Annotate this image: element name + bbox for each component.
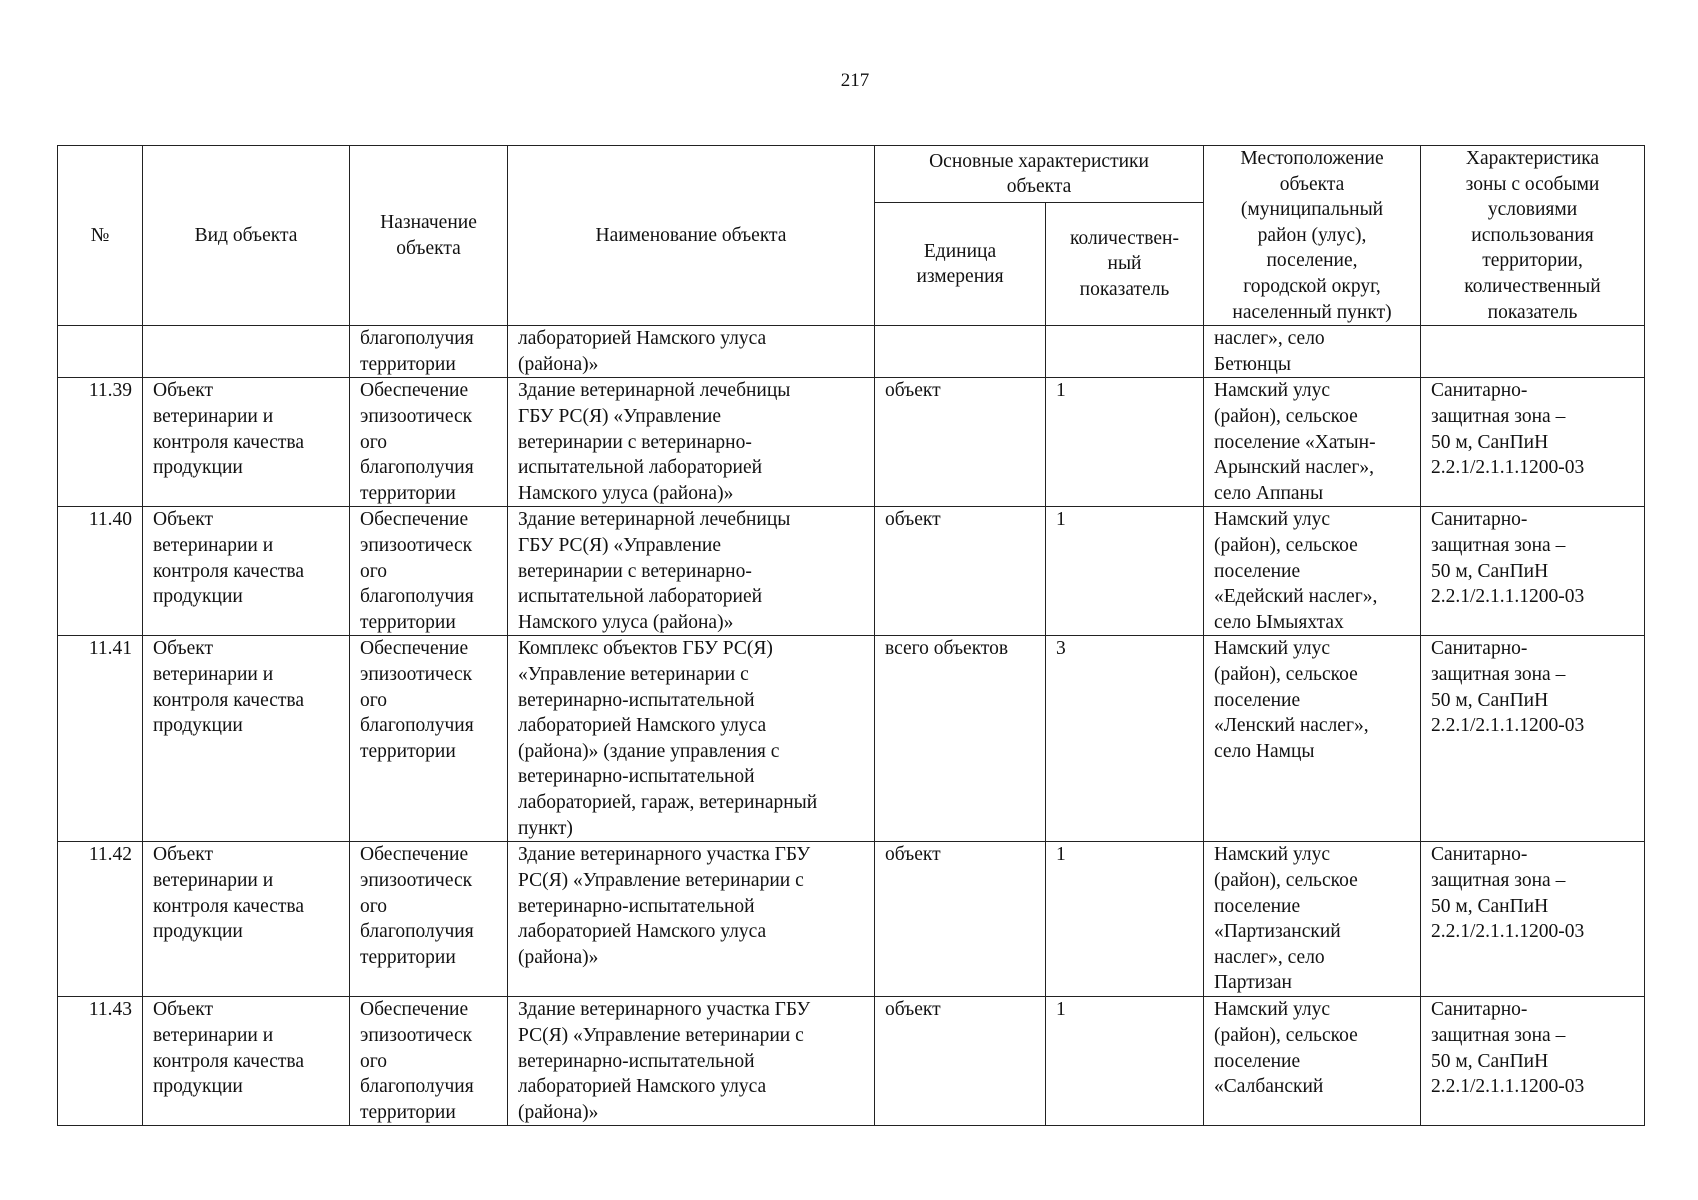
cell-num: 11.40 bbox=[58, 507, 143, 636]
table-body bbox=[58, 326, 1645, 1126]
cell-name: Здание ветеринарного участка ГБУ РС(Я) «Управление ветеринарии с ветеринарно-испытательной лабораторией Намского улуса (района)» bbox=[508, 997, 875, 1126]
table-row bbox=[58, 326, 1645, 378]
cell-name: Комплекс объектов ГБУ РС(Я) «Управление ветеринарии с ветеринарно-испытательной лабораторией Намского улуса (района)» (здание управления с ветеринарно-испытательной лабораторией, гараж, ветеринарный пункт) bbox=[508, 636, 875, 842]
cell-purpose: благополучия территории bbox=[350, 326, 508, 378]
cell-name: Здание ветеринарной лечебницы ГБУ РС(Я) «Управление ветеринарии с ветеринарно- испытательной лабораторией Намского улуса (района)» bbox=[508, 507, 875, 636]
cell-quantity: 1 bbox=[1046, 997, 1204, 1126]
cell-num: 11.39 bbox=[58, 378, 143, 507]
cell-kind: Объект ветеринарии и контроля качества продукции bbox=[143, 378, 350, 507]
cell-kind: Объект ветеринарии и контроля качества продукции bbox=[143, 997, 350, 1126]
cell-kind bbox=[143, 326, 350, 378]
header-main-characteristics: Основные характеристики объекта bbox=[875, 146, 1204, 203]
cell-kind: Объект ветеринарии и контроля качества продукции bbox=[143, 507, 350, 636]
header-zone: Характеристика зоны с особыми условиями использования территории, количественный показатель bbox=[1421, 146, 1645, 326]
cell-location: наслег», село Бетюнцы bbox=[1204, 326, 1421, 378]
cell-quantity: 1 bbox=[1046, 842, 1204, 997]
cell-unit: объект bbox=[875, 378, 1046, 507]
cell-quantity: 1 bbox=[1046, 507, 1204, 636]
cell-quantity bbox=[1046, 326, 1204, 378]
cell-location: Намский улус (район), сельское поселение «Едейский наслег», село Ымыяхтах bbox=[1204, 507, 1421, 636]
cell-quantity: 3 bbox=[1046, 636, 1204, 842]
cell-zone: Санитарно- защитная зона – 50 м, СанПиН 2.2.1/2.1.1.1200-03 bbox=[1421, 507, 1645, 636]
cell-unit: всего объектов bbox=[875, 636, 1046, 842]
cell-location: Намский улус (район), сельское поселение «Хатын- Арынский наслег», село Аппаны bbox=[1204, 378, 1421, 507]
cell-num: 11.42 bbox=[58, 842, 143, 997]
cell-zone: Санитарно- защитная зона – 50 м, СанПиН 2.2.1/2.1.1.1200-03 bbox=[1421, 378, 1645, 507]
table-row bbox=[58, 636, 1645, 842]
objects-table bbox=[57, 145, 1645, 1126]
cell-unit: объект bbox=[875, 507, 1046, 636]
header-kind: Вид объекта bbox=[143, 146, 350, 326]
header-purpose: Назначение объекта bbox=[350, 146, 508, 326]
cell-unit: объект bbox=[875, 842, 1046, 997]
header-num: № bbox=[58, 146, 143, 326]
cell-num: 11.41 bbox=[58, 636, 143, 842]
header-name: Наименование объекта bbox=[508, 146, 875, 326]
table-header bbox=[58, 146, 1645, 326]
cell-name: Здание ветеринарного участка ГБУ РС(Я) «Управление ветеринарии с ветеринарно-испытательной лабораторией Намского улуса (района)» bbox=[508, 842, 875, 997]
cell-zone: Санитарно- защитная зона – 50 м, СанПиН 2.2.1/2.1.1.1200-03 bbox=[1421, 997, 1645, 1126]
cell-quantity: 1 bbox=[1046, 378, 1204, 507]
cell-zone: Санитарно- защитная зона – 50 м, СанПиН 2.2.1/2.1.1.1200-03 bbox=[1421, 842, 1645, 997]
cell-zone bbox=[1421, 326, 1645, 378]
cell-zone: Санитарно- защитная зона – 50 м, СанПиН 2.2.1/2.1.1.1200-03 bbox=[1421, 636, 1645, 842]
page-number: 217 bbox=[840, 70, 870, 91]
cell-purpose: Обеспечение эпизоотическ ого благополучия территории bbox=[350, 842, 508, 997]
table-row bbox=[58, 997, 1645, 1126]
table-row bbox=[58, 378, 1645, 507]
table-row bbox=[58, 507, 1645, 636]
cell-num: 11.43 bbox=[58, 997, 143, 1126]
cell-kind: Объект ветеринарии и контроля качества продукции bbox=[143, 842, 350, 997]
cell-purpose: Обеспечение эпизоотическ ого благополучия территории bbox=[350, 997, 508, 1126]
cell-purpose: Обеспечение эпизоотическ ого благополучия территории bbox=[350, 507, 508, 636]
cell-location: Намский улус (район), сельское поселение «Партизанский наслег», село Партизан bbox=[1204, 842, 1421, 997]
table-row bbox=[58, 842, 1645, 997]
cell-kind: Объект ветеринарии и контроля качества продукции bbox=[143, 636, 350, 842]
header-unit: Единица измерения bbox=[875, 203, 1046, 326]
cell-name: лабораторией Намского улуса (района)» bbox=[508, 326, 875, 378]
header-location: Местоположение объекта (муниципальный район (улус), поселение, городской округ, населенный пункт) bbox=[1204, 146, 1421, 326]
header-quantity: количествен- ный показатель bbox=[1046, 203, 1204, 326]
cell-purpose: Обеспечение эпизоотическ ого благополучия территории bbox=[350, 378, 508, 507]
cell-location: Намский улус (район), сельское поселение «Ленский наслег», село Намцы bbox=[1204, 636, 1421, 842]
cell-location: Намский улус (район), сельское поселение «Салбанский bbox=[1204, 997, 1421, 1126]
cell-purpose: Обеспечение эпизоотическ ого благополучия территории bbox=[350, 636, 508, 842]
cell-unit bbox=[875, 326, 1046, 378]
cell-unit: объект bbox=[875, 997, 1046, 1126]
cell-num bbox=[58, 326, 143, 378]
cell-name: Здание ветеринарной лечебницы ГБУ РС(Я) «Управление ветеринарии с ветеринарно- испытательной лабораторией Намского улуса (района)» bbox=[508, 378, 875, 507]
